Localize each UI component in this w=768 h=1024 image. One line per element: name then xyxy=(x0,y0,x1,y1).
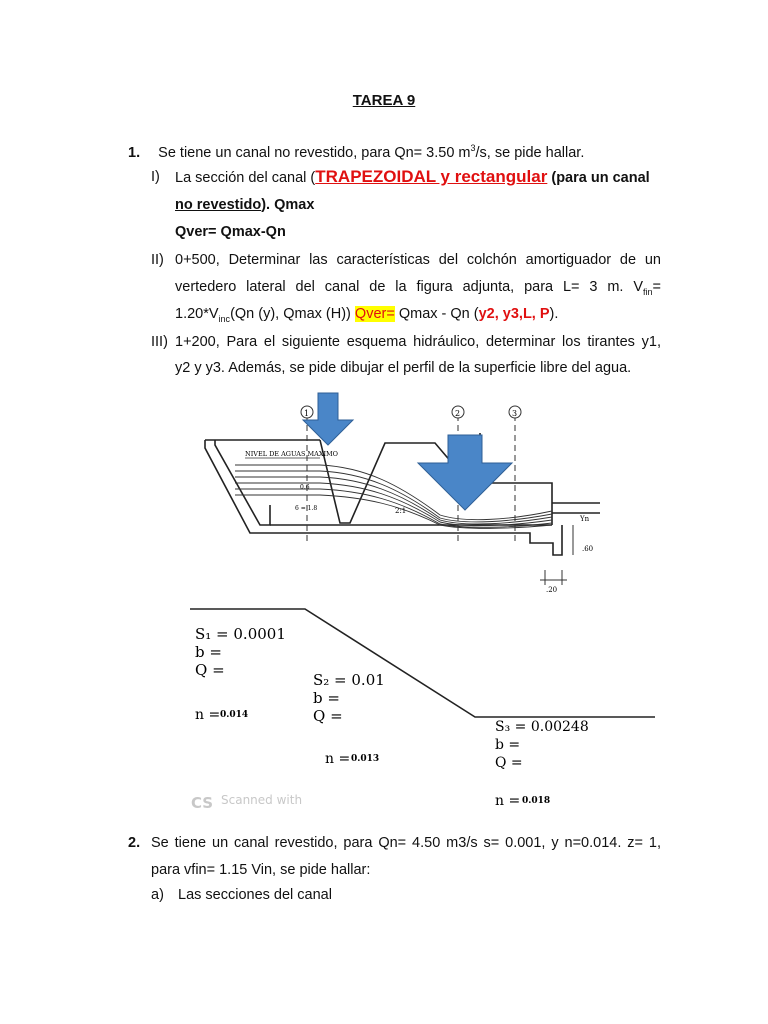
q1-iii-line2: y2 y y3. Además, se pide dibujar el perfil de la superficie libre del agua. xyxy=(175,360,632,376)
q3-label: Q = xyxy=(495,755,523,771)
dim-slope: 2:1 xyxy=(395,507,407,515)
q1-label: Q = xyxy=(195,661,225,679)
nivel-label: NIVEL DE AGUAS MAXIMO xyxy=(245,450,339,458)
q1-ii-line3-a: 1.20*V xyxy=(175,306,219,322)
q1-i-text: La sección del canal ( xyxy=(175,170,316,186)
q1-i-red: TRAPEZOIDAL y rectangular xyxy=(315,167,548,186)
dim-20: .20 xyxy=(546,586,558,594)
hydraulic-schematic xyxy=(190,385,610,600)
n3-label: n = xyxy=(495,793,521,809)
q1-i-line2-b: ). Qmax xyxy=(261,197,315,213)
q2-num: 2. xyxy=(128,835,141,851)
arrow-left-icon xyxy=(303,393,353,445)
q1-ii-line2-end: = xyxy=(652,279,661,295)
slope-profile xyxy=(185,605,665,815)
q1-i-label: I) xyxy=(151,169,160,185)
n3-value: 0.018 xyxy=(522,796,551,806)
q1-iii-label: III) xyxy=(151,334,168,350)
q1-iii-line1: 1+200, Para el siguiente esquema hidráulico, determinar los tirantes y1, xyxy=(175,334,661,350)
q1-ii-line3-c: Qmax - Qn ( xyxy=(398,306,479,322)
q1-number: 1. xyxy=(128,144,141,161)
q1-i-bold: (para un canal xyxy=(551,170,650,186)
b1-label: b = xyxy=(195,643,222,661)
n1-value: 0.014 xyxy=(220,710,249,720)
section-3-label: 3 xyxy=(512,409,518,418)
q1-ii-line3-red: y2, y3,L, P xyxy=(478,306,550,322)
q1-ii-line3 xyxy=(175,305,558,328)
s3-label: S₃ = 0.00248 xyxy=(495,719,589,735)
q2-line1: Se tiene un canal revestido, para Qn= 4.50 m3/s s= 0.001, y n=0.014. z= 1, xyxy=(151,835,661,851)
section-1-label: 1 xyxy=(304,409,310,418)
dim-18: 6 = 1.8 xyxy=(295,505,318,512)
q1-ii-line3-d: ). xyxy=(549,306,559,322)
q2-a-label: a) xyxy=(151,887,164,903)
q2-a-text: Las secciones del canal xyxy=(178,887,332,903)
page-title: TAREA 9 xyxy=(352,92,416,109)
q1-i-line3: Qver= Qmax-Qn xyxy=(175,224,286,240)
q2-line2: para vfin= 1.15 Vin, se pide hallar: xyxy=(151,862,371,878)
q1-intro-end: /s, se pide hallar. xyxy=(475,144,585,161)
s1-label: S₁ = 0.0001 xyxy=(195,625,286,643)
q1-ii-line2-sub: fin xyxy=(643,286,653,297)
q1-intro-sup: 3 xyxy=(470,143,476,153)
dim-06: 0.6 xyxy=(300,484,310,491)
q2-label: Q = xyxy=(313,707,343,725)
q1-ii-line3-b: (Qn (y), Qmax (H)) xyxy=(230,306,351,322)
q1-ii-line2-a: vertedero lateral del canal de la figura adjunta, para L= 3 m. V xyxy=(175,279,644,295)
dim-60: .60 xyxy=(582,545,594,553)
q2-number xyxy=(128,834,140,852)
q1-i-line2-a: no revestido xyxy=(175,197,262,213)
q1-intro: Se tiene un canal no revestido, para Qn= 3.50 m xyxy=(158,144,471,161)
s2-label: S₂ = 0.01 xyxy=(313,671,385,689)
n1-label: n = xyxy=(195,707,221,723)
q1-i-line1 xyxy=(175,168,650,187)
q1-intro-line xyxy=(128,139,584,162)
n2-label: n = xyxy=(325,751,351,767)
q1-ii-line1: 0+500, Determinar las características del colchón amortiguador de un xyxy=(175,252,661,268)
q1-ii-line2 xyxy=(175,278,661,301)
watermark-logo: CS xyxy=(191,794,214,812)
b3-label: b = xyxy=(495,737,521,753)
q1-ii-label: II) xyxy=(151,252,164,268)
b2-label: b = xyxy=(313,689,340,707)
section-2-label: 2 xyxy=(455,409,461,418)
arrow-right-icon xyxy=(418,435,512,510)
dim-yn: Yn xyxy=(580,515,590,523)
watermark-text: Scanned with xyxy=(221,793,303,807)
n2-value: 0.013 xyxy=(351,754,380,764)
q1-i-line2 xyxy=(175,196,314,214)
q1-ii-line3-sub: inc xyxy=(218,313,231,324)
q1-ii-highlight: Qver= xyxy=(354,306,395,322)
